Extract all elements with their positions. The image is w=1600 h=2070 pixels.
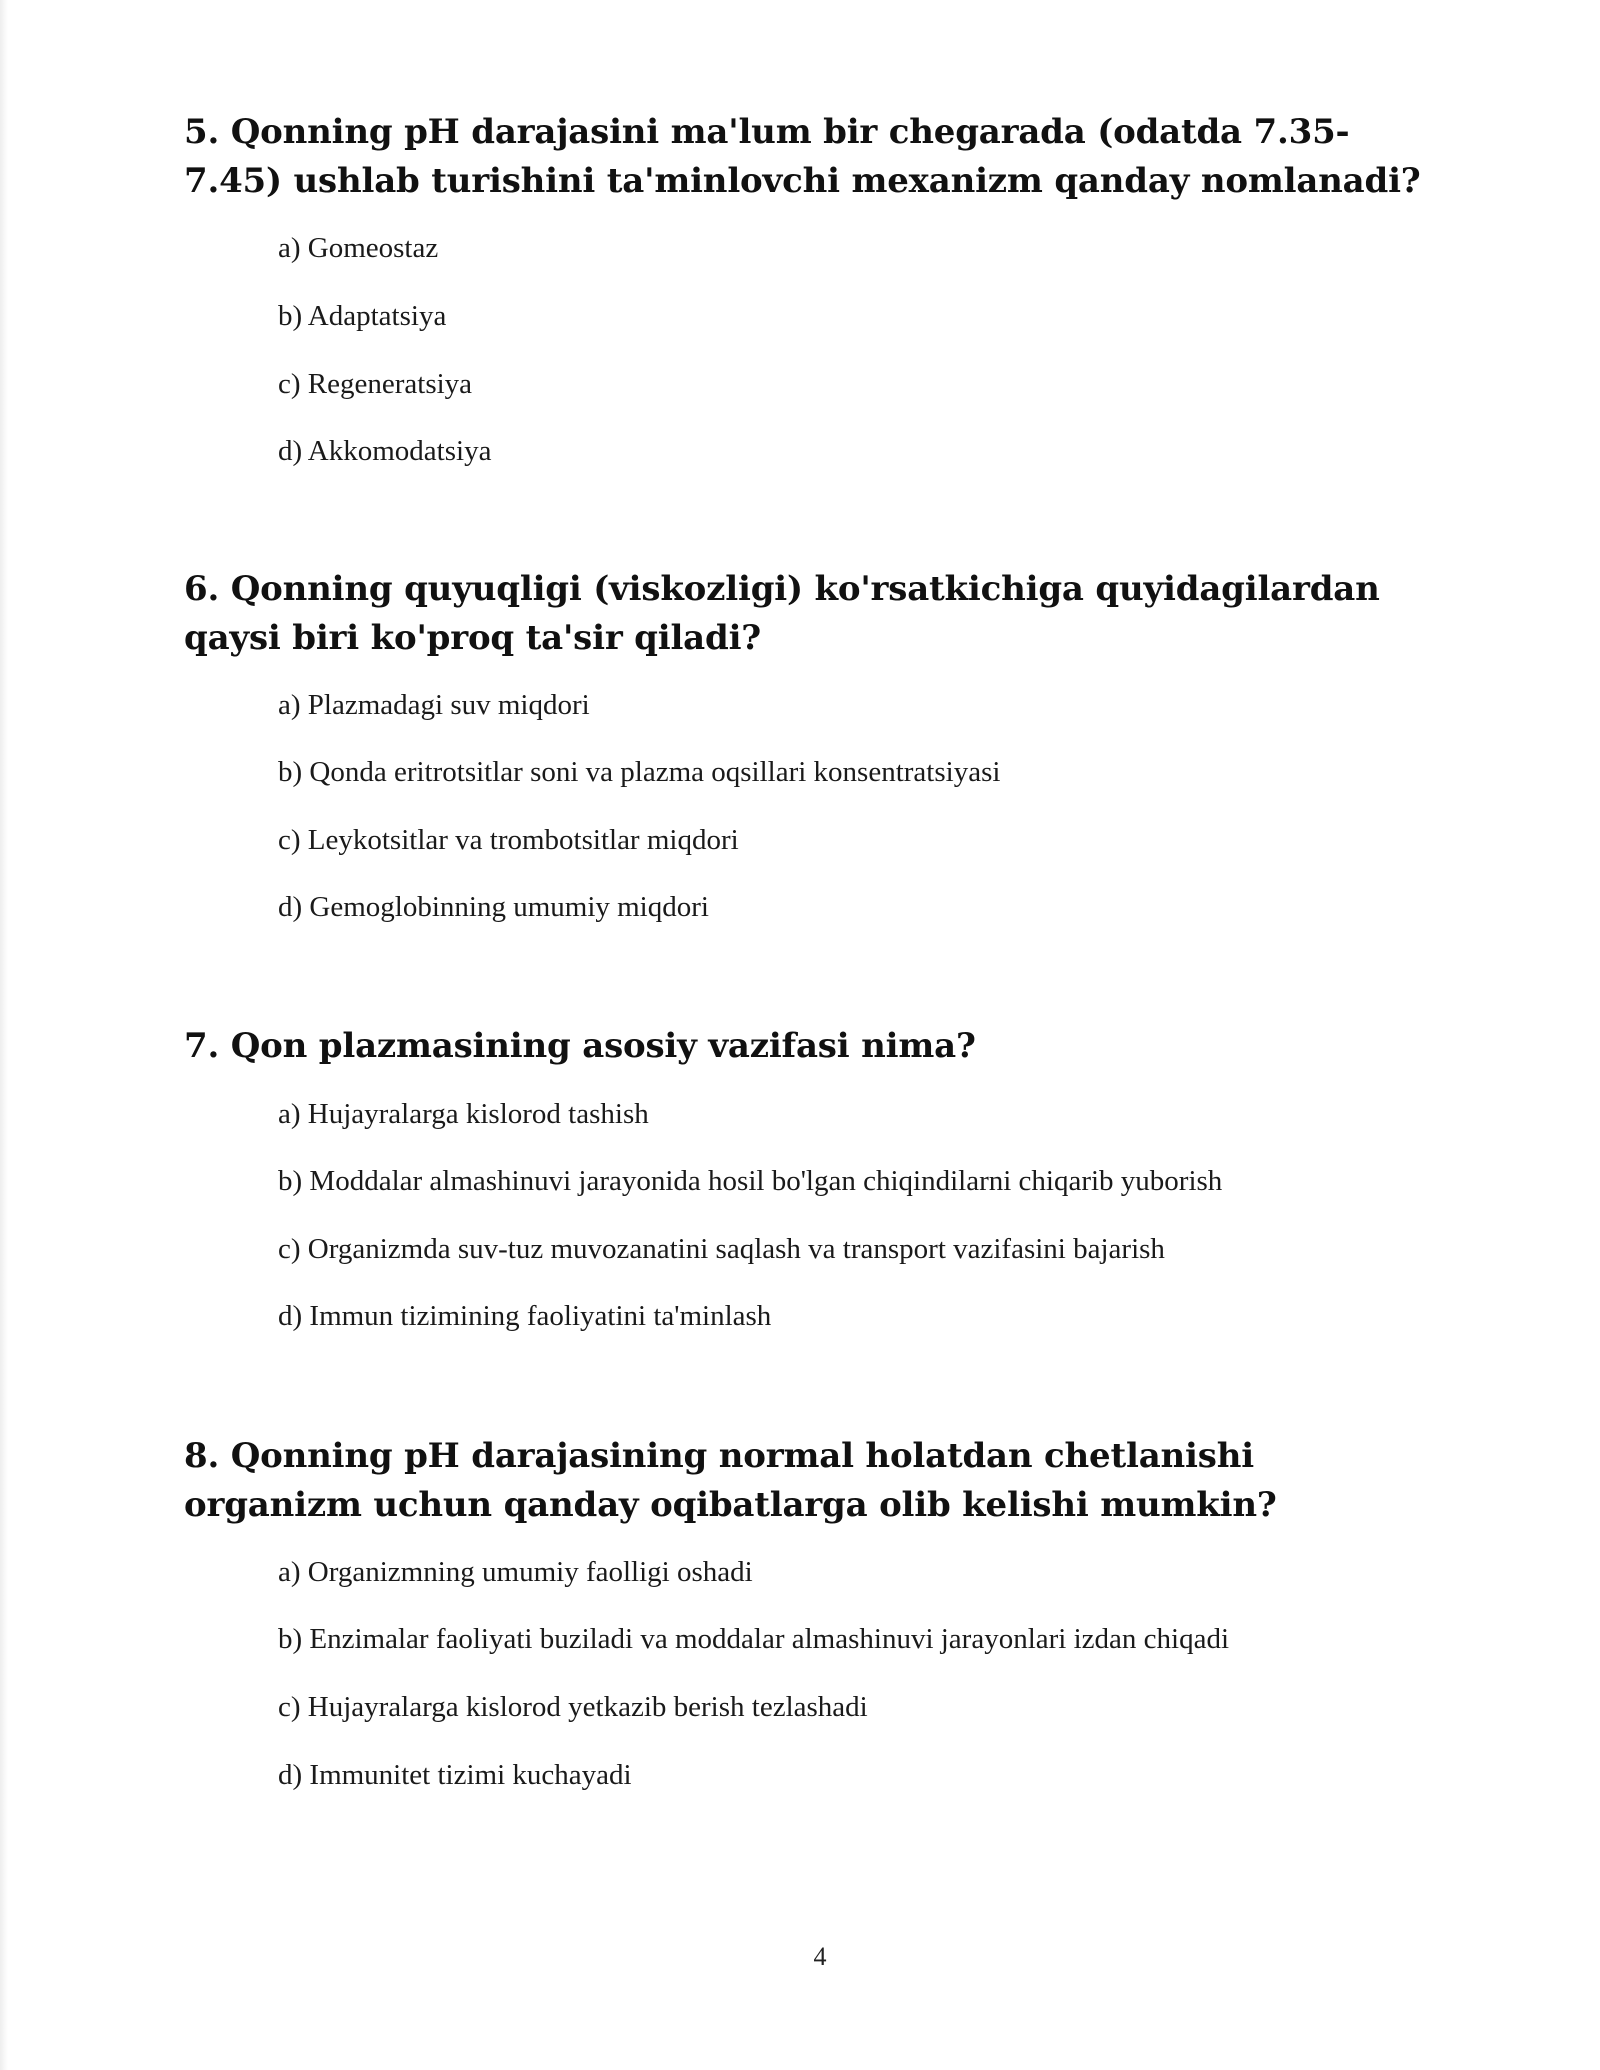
answer-option-d: d) Immunitet tizimi kuchayadi [278, 1759, 632, 1791]
question-title: 6. Qonning quyuqligi (viskozligi) ko'rsatkichiga quyidagilardan qaysi biri ko'proq ta'sir qiladi? [184, 569, 1380, 658]
answer-option-b: b) Adaptatsiya [278, 300, 447, 332]
answer-option-b: b) Moddalar almashinuvi jarayonida hosil bo'lgan chiqindilarni chiqarib yuborish [278, 1165, 1223, 1197]
answer-option-a: a) Organizmning umumiy faolligi oshadi [278, 1556, 753, 1588]
answer-option-a: a) Plazmadagi suv miqdori [278, 689, 590, 721]
question-6 [184, 565, 1424, 923]
question-title: 5. Qonning pH darajasini ma'lum bir chegarada (odatda 7.35-7.45) ushlab turishini ta'minlovchi mexanizm qanday nomlanadi? [184, 112, 1421, 201]
question-title: 8. Qonning pH darajasining normal holatdan chetlanishi organizm uchun qanday oqibatlarga olib kelishi mumkin? [184, 1436, 1277, 1525]
answer-option-d: d) Gemoglobinning umumiy miqdori [278, 891, 709, 923]
answer-option-c: c) Hujayralarga kislorod yetkazib berish tezlashadi [278, 1691, 868, 1723]
question-7 [184, 1022, 1424, 1332]
answer-option-c: c) Organizmda suv-tuz muvozanatini saqlash va transport vazifasini bajarish [278, 1233, 1165, 1265]
answer-option-a: a) Hujayralarga kislorod tashish [278, 1098, 649, 1130]
answer-option-c: c) Regeneratsiya [278, 368, 473, 400]
answer-option-b: b) Qonda eritrotsitlar soni va plazma oqsillari konsentratsiyasi [278, 756, 1001, 788]
answer-option-d: d) Akkomodatsiya [278, 435, 492, 467]
page-number: 4 [813, 1942, 827, 1971]
question-8 [184, 1432, 1424, 1791]
answer-option-d: d) Immun tizimining faoliyatini ta'minlash [278, 1300, 772, 1332]
answer-option-c: c) Leykotsitlar va trombotsitlar miqdori [278, 824, 739, 856]
question-5 [184, 108, 1424, 467]
page-edge-shadow [0, 0, 8, 2070]
question-title: 7. Qon plazmasining asosiy vazifasi nima? [184, 1026, 976, 1066]
answer-option-b: b) Enzimalar faoliyati buziladi va moddalar almashinuvi jarayonlari izdan chiqadi [278, 1623, 1230, 1655]
answer-option-a: a) Gomeostaz [278, 232, 439, 264]
